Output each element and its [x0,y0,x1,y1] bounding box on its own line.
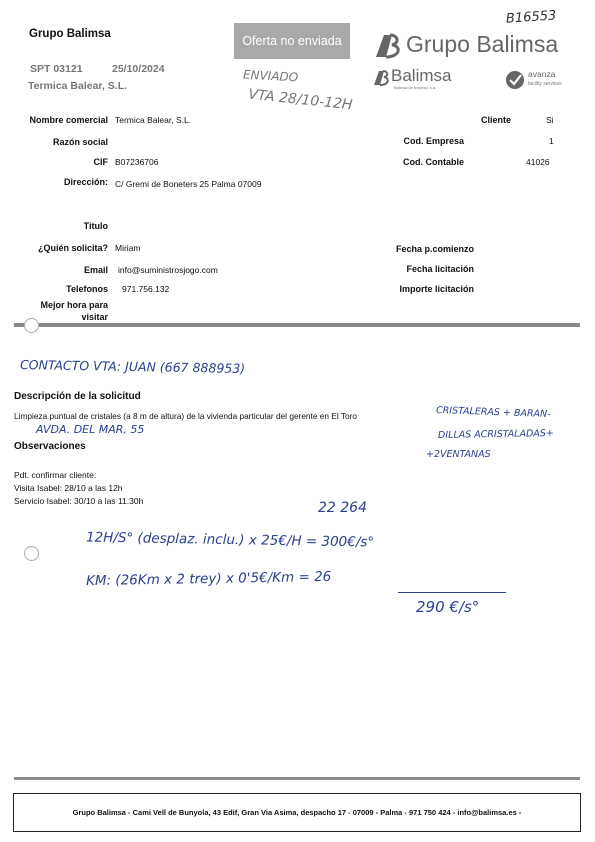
email-label: Email [83,265,108,275]
balimsa-small-icon [372,70,390,91]
punch-hole-top [24,318,39,333]
fecha-comienzo-label: Fecha p.comienzo [395,244,474,254]
email-value: info@suministrosjogo.com [118,265,218,275]
cliente-value: Si [546,115,554,125]
handwritten-extra-1: CRISTALERAS + BARAN- [435,405,551,420]
importe-licitacion-label: Importe licitación [399,284,474,294]
logo-main: Grupo Balimsa [406,31,559,57]
cod-contable-value: 41026 [526,157,550,167]
punch-hole-middle [24,546,39,561]
handwritten-extra-3: +2VENTANAS [426,449,491,460]
document-date: 25/10/2024 [112,63,165,75]
reference-number: SPT 03121 [30,63,83,75]
quien-solicita-label: ¿Quién solicita? [37,243,108,253]
mejor-hora-label-1: Mejor hora para [40,300,108,310]
description-heading: Descripción de la solicitud [14,391,141,402]
direccion-value: C/ Gremi de Boneters 25 Palma 07009 [115,179,262,189]
observations-line-2: Visita Isabel: 28/10 a las 12h [14,483,123,493]
calc-underline [398,592,506,593]
client-name-header: Termica Balear, S.L. [28,80,128,92]
cod-contable-label: Cod. Contable [403,157,464,167]
telefonos-value: 971.756.132 [122,284,170,294]
handwritten-visit-note: VTA 28/10-12H [247,86,354,114]
handwritten-contact: CONTACTO VTA: JUAN (667 888953) [19,357,246,376]
razon-social-label: Razón social [52,137,108,147]
logo-avanza: avanza [528,69,556,79]
status-badge: Oferta no enviada [234,23,350,59]
handwritten-address: AVDA. DEL MAR, 55 [36,423,145,436]
handwritten-calc-total: 290 €/s° [416,598,480,616]
telefonos-label: Telefonos [66,284,108,294]
handwritten-code: B16553 [505,8,557,27]
company-title: Grupo Balimsa [29,28,111,40]
footer-box [13,793,581,832]
bottom-separator [14,777,580,780]
fecha-licitacion-label: Fecha licitación [406,264,474,274]
quien-solicita-value: Miriam [115,243,141,253]
titulo-label: Titulo [83,221,108,231]
cod-empresa-value: 1 [549,136,554,146]
handwritten-calc-km: KM: (26Km x 2 trey) x 0'5€/Km = 26 [85,568,332,590]
logo-secondary: Balimsa [391,66,452,85]
handwritten-sent-note: ENVIADO [242,67,299,85]
direccion-label: Dirección: [63,177,108,187]
logo-secondary-tagline: Balimsa de limpieza, s.a. [394,86,436,90]
section-separator [14,323,580,327]
nombre-comercial-label: Nombre comercial [29,115,108,125]
handwritten-calc-top: 22 264 [318,500,367,516]
handwritten-extra-2: DILLAS ACRISTALADAS+ [437,427,554,442]
nombre-comercial-value: Termica Balear, S.L. [115,115,192,125]
logo-avanza-tagline: facility services [528,81,562,87]
footer-text: Grupo Balimsa - Cami Vell de Bunyola, 43 Edif, Gran Via Asima, despacho 17 - 07009 - Palma - 971 750 424 - info@balimsa.es - [72,808,522,817]
observations-line-3: Servicio Isabel: 30/10 a las 11.30h [14,496,144,506]
cif-label: CIF [93,157,108,167]
balimsa-logo-icon [372,33,402,64]
cliente-label: Cliente [480,115,511,125]
handwritten-calc-hours: 12H/S° (desplaz. inclu.) x 25€/H = 300€/s° [85,529,375,551]
mejor-hora-label-2: visitar [81,312,108,322]
description-text: Limpieza puntual de cristales (a 8 m de altura) de la vivienda particular del gerente en El Toro [14,411,357,421]
observations-line-1: Pdt. confirmar cliente: [14,470,97,480]
cod-empresa-label: Cod. Empresa [403,136,464,146]
avanza-check-icon [505,70,525,95]
cif-value: B07236706 [115,157,159,167]
observations-heading: Observaciones [14,441,86,452]
